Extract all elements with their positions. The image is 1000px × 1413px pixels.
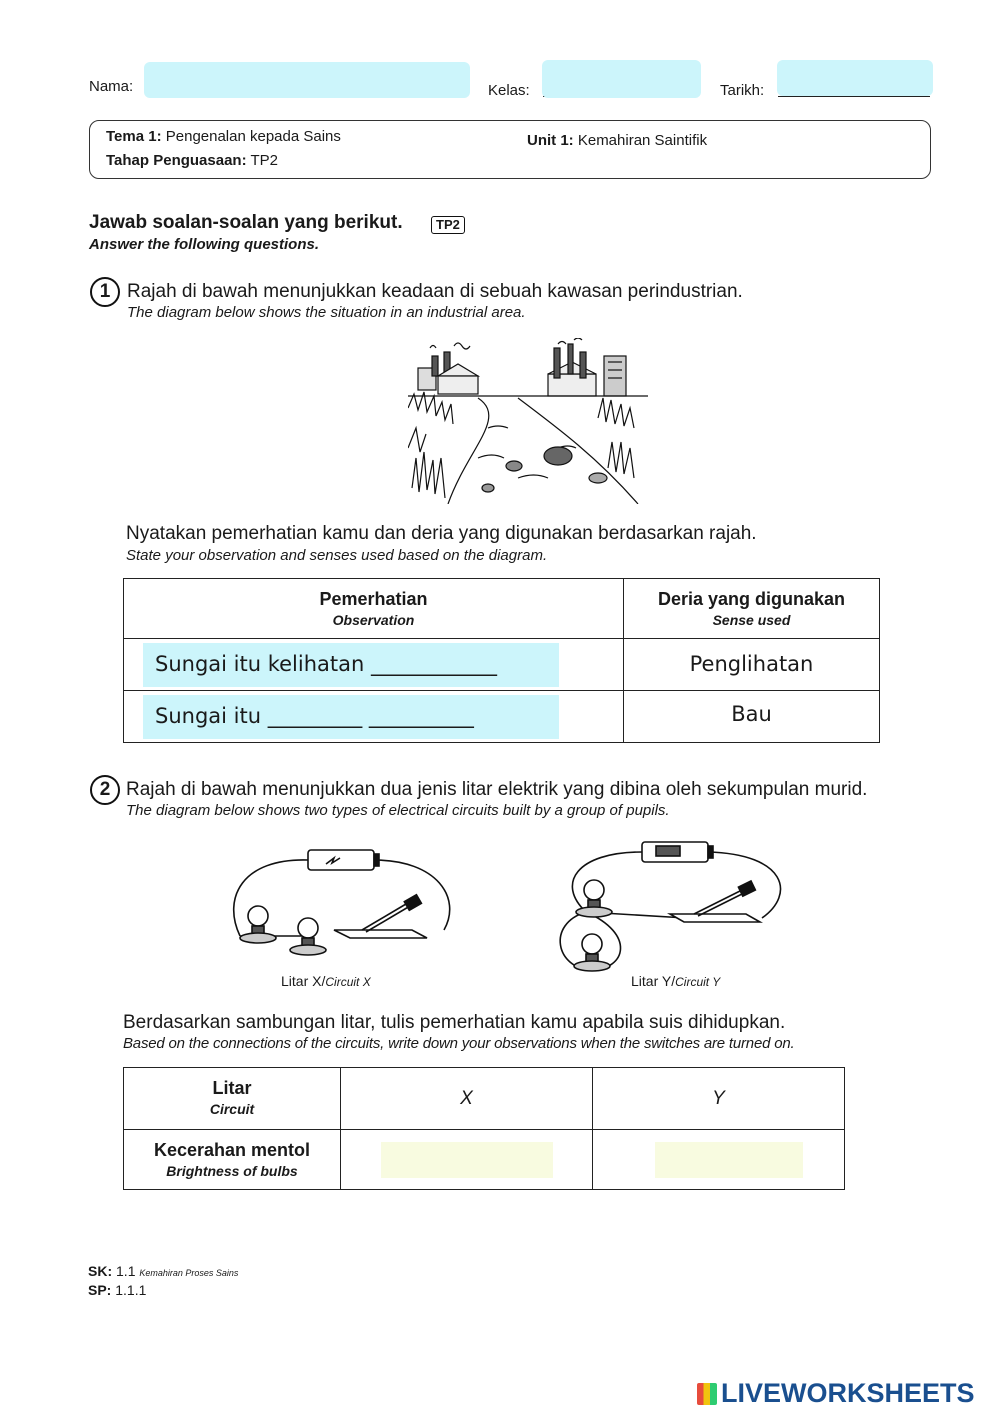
tahap-line (106, 152, 278, 169)
tarikh-input[interactable] (777, 60, 933, 96)
unit-value: Kemahiran Saintifik (577, 132, 708, 149)
sk-desc: Kemahiran Proses Sains (139, 1268, 239, 1278)
column-y-header (593, 1068, 845, 1130)
observation-header (124, 579, 624, 639)
sense-header-en: Sense used (712, 612, 791, 628)
brand-name: LIVEWORKSHEETS (721, 1378, 975, 1408)
circuit-y-label-en: Circuit Y (675, 975, 721, 989)
unit-line (527, 132, 707, 149)
question-2-prompt-en: Based on the connections of the circuits, write down your observations when the switches are turned on. (123, 1035, 795, 1052)
brightness-y-input[interactable] (655, 1142, 803, 1178)
question-1-text: Rajah di bawah menunjukkan keadaan di sebuah kawasan perindustrian. (127, 281, 743, 302)
column-x-label: X (460, 1088, 473, 1109)
sense-header (624, 579, 880, 639)
sp-line (88, 1282, 146, 1298)
nama-label: Nama: (89, 78, 134, 95)
brightness-label-ms: Kecerahan mentol (153, 1140, 311, 1160)
circuit-header (124, 1068, 341, 1130)
tema-label: Tema 1: (106, 128, 162, 145)
brightness-label-en: Brightness of bulbs (166, 1163, 298, 1179)
circuit-y-diagram (546, 834, 796, 974)
tema-line (106, 128, 341, 145)
circuit-table (123, 1067, 845, 1190)
nama-input[interactable] (144, 62, 470, 98)
kelas-input[interactable] (542, 60, 701, 98)
kelas-label: Kelas: (488, 82, 530, 99)
question-2-text: Rajah di bawah menunjukkan dua jenis litar elektrik yang dibina oleh sekumpulan murid. (126, 779, 868, 800)
question-1-prompt: Nyatakan pemerhatian kamu dan deria yang digunakan berdasarkan rajah. (126, 523, 757, 544)
tarikh-label: Tarikh: (720, 82, 765, 99)
circuit-x-diagram (222, 838, 462, 966)
sp-label: SP: (88, 1282, 112, 1298)
question-1-text-en: The diagram below shows the situation in an industrial area. (127, 304, 526, 321)
tarikh-underline (778, 96, 930, 97)
sense-row-1-cell (624, 639, 880, 691)
column-x-header (341, 1068, 593, 1130)
industrial-area-illustration (408, 338, 648, 504)
sense-row-2: Bau (731, 702, 772, 726)
sp-value: 1.1.1 (115, 1282, 147, 1298)
column-y-label: Y (712, 1088, 725, 1109)
observation-table (123, 578, 880, 743)
observation-header-en: Observation (332, 612, 415, 628)
brightness-row-header (124, 1130, 341, 1190)
sense-row-1: Penglihatan (689, 652, 814, 676)
question-2-prompt: Berdasarkan sambungan litar, tulis pemerhatian kamu apabila suis dihidupkan. (123, 1012, 786, 1033)
table-row (124, 691, 624, 743)
observation-row-2: Sungai itu _________ __________ (155, 704, 474, 728)
circuit-x-label (281, 973, 371, 989)
tahap-label: Tahap Penguasaan: (106, 152, 247, 169)
unit-label: Unit 1: (527, 132, 574, 149)
sk-label: SK: (88, 1263, 113, 1279)
observation-header-ms: Pemerhatian (319, 589, 428, 609)
tahap-value: TP2 (250, 152, 279, 169)
brightness-y-cell (593, 1130, 845, 1190)
question-2-text-en: The diagram below shows two types of electrical circuits built by a group of pupils. (126, 802, 670, 819)
brand-icon (697, 1383, 717, 1405)
sk-line (88, 1263, 238, 1279)
brightness-x-cell (341, 1130, 593, 1190)
question-1-number: 1 (90, 277, 120, 307)
sense-row-2-cell (624, 691, 880, 743)
circuit-header-ms: Litar (212, 1078, 252, 1098)
circuit-x-label-en: Circuit X (325, 975, 371, 989)
sense-header-ms: Deria yang digunakan (657, 589, 846, 609)
instruction-ms: Jawab soalan-soalan yang berikut. (89, 212, 403, 233)
circuit-x-label-ms: Litar X/ (281, 973, 326, 989)
circuit-y-label (631, 973, 720, 989)
circuit-header-en: Circuit (209, 1101, 255, 1117)
tp2-badge: TP2 (431, 216, 465, 234)
liveworksheets-logo[interactable] (697, 1378, 975, 1406)
sk-value: 1.1 (116, 1263, 136, 1279)
question-1-prompt-en: State your observation and senses used based on the diagram. (126, 547, 548, 564)
observation-row-1: Sungai itu kelihatan ____________ (155, 652, 497, 676)
question-2-number: 2 (90, 775, 120, 805)
instruction-en: Answer the following questions. (89, 236, 320, 253)
circuit-y-label-ms: Litar Y/ (631, 973, 676, 989)
brightness-x-input[interactable] (381, 1142, 553, 1178)
tema-value: Pengenalan kepada Sains (165, 128, 341, 145)
table-row (124, 639, 624, 691)
